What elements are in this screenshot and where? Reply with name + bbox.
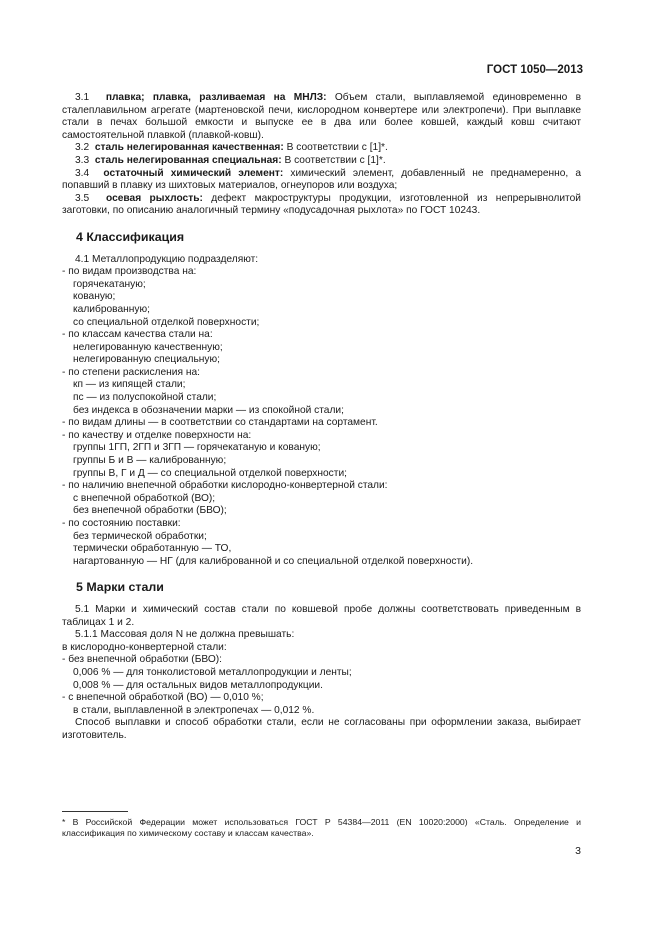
section-5-title: 5 Марки стали: [76, 580, 164, 595]
list-subitem: 0,008 % — для остальных видов металлопродукции.: [73, 679, 323, 691]
section-4-body: [62, 254, 581, 569]
list-subitem: без термической обработки;: [73, 530, 207, 542]
list-item: - по видам длины — в соответствии со стандартами на сортамент.: [62, 417, 378, 429]
definition-3-4: 3.4 остаточный химический элемент: химический элемент, добавленный не преднамеренно, а попавший в плавку из шихтовых материалов, огнеупоров или воздуха;: [62, 167, 581, 192]
paragraph: в кислородно-конвертерной стали:: [62, 641, 227, 653]
list-subitem: без индекса в обозначении марки — из спокойной стали;: [73, 404, 344, 416]
list-subitem: кованую;: [73, 291, 116, 303]
list-subitem: нагартованную — НГ (для калиброванной и со специальной отделкой поверхности).: [73, 555, 474, 567]
list-subitem: кп — из кипящей стали;: [73, 379, 186, 391]
list-subitem: 0,006 % — для тонколистовой металлопродукции и ленты;: [73, 666, 352, 678]
list-subitem: нелегированную качественную;: [73, 341, 223, 353]
list-item: - по видам производства на:: [62, 266, 197, 278]
list-item: - по наличию внепечной обработки кислородно-конвертерной стали:: [62, 480, 388, 492]
list-subitem: с внепечной обработкой (ВО);: [73, 492, 216, 504]
definition-3-1: 3.1 плавка; плавка, разливаемая на МНЛЗ: Объем стали, выплавляемой единовременно в сталеплавильном агрегате (мартеновской печи, кислородном конвертере или электропечи). При выплавке стали в печах большой емкости и выпуске ее в два или более ковшей, каждый ковш считают самостоятельной плавкой (плавкой-ковш).: [62, 92, 581, 141]
list-item: - по классам качества стали на:: [62, 329, 213, 341]
list-subitem: термически обработанную — ТО,: [73, 543, 232, 555]
list-subitem: группы Б и В — калиброванную;: [73, 455, 227, 467]
page-number: 3: [575, 845, 581, 857]
list-subitem: нелегированную специальную;: [73, 354, 220, 366]
definition-3-5: 3.5 осевая рыхлость: дефект макроструктуры продукции, изготовленной из непрерывнолитой заготовки, по описанию аналогичный термину «подусадочная рыхлота» по ГОСТ 10243.: [62, 192, 581, 217]
footnote: * В Российской Федерации может использоваться ГОСТ Р 54384—2011 (EN 10020:2000) «Сталь. Определение и классификация по химическому составу и классам качества».: [62, 817, 581, 838]
section-5-body: [62, 604, 581, 743]
list-item: - по степени раскисления на:: [62, 366, 200, 378]
list-subitem: группы В, Г и Д — со специальной отделкой поверхности;: [73, 467, 347, 479]
list-item: - с внепечной обработкой (ВО) — 0,010 %;: [62, 692, 264, 704]
footnote-divider: [62, 811, 128, 812]
section-4-intro: 4.1 Металлопродукцию подразделяют:: [75, 253, 259, 265]
paragraph: Способ выплавки и способ обработки стали, если не согласованы при оформлении заказа, выбирает изготовитель.: [62, 717, 581, 741]
definition-3-2: 3.2 сталь нелегированная качественная: В соответствии с [1]*.: [75, 142, 388, 154]
clause-5-1-1: 5.1.1 Массовая доля N не должна превышать:: [75, 629, 295, 641]
list-subitem: калиброванную;: [73, 303, 150, 315]
definition-3-3: 3.3 сталь нелегированная специальная: В соответствии с [1]*.: [75, 154, 386, 166]
list-item: - по состоянию поставки:: [62, 518, 181, 529]
list-item: - без внепечной обработки (БВО):: [62, 654, 222, 666]
clause-5-1: 5.1 Марки и химический состав стали по ковшевой пробе должны соответствовать приведенным в таблицах 1 и 2.: [62, 603, 581, 628]
list-subitem: со специальной отделкой поверхности;: [73, 316, 260, 328]
page-body: [62, 92, 581, 743]
list-item: - по качеству и отделке поверхности на:: [62, 429, 252, 441]
definitions-block: [62, 92, 581, 218]
document-header: ГОСТ 1050—2013: [486, 64, 583, 76]
list-subitem: группы 1ГП, 2ГП и 3ГП — горячекатаную и кованую;: [73, 442, 321, 454]
list-subitem: без внепечной обработки (БВО);: [73, 505, 227, 517]
list-subitem: в стали, выплавленной в электропечах — 0,012 %.: [73, 704, 315, 716]
section-4-title: 4 Классификация: [76, 229, 185, 244]
list-subitem: пс — из полуспокойной стали;: [73, 392, 217, 404]
list-subitem: горячекатаную;: [73, 278, 146, 290]
